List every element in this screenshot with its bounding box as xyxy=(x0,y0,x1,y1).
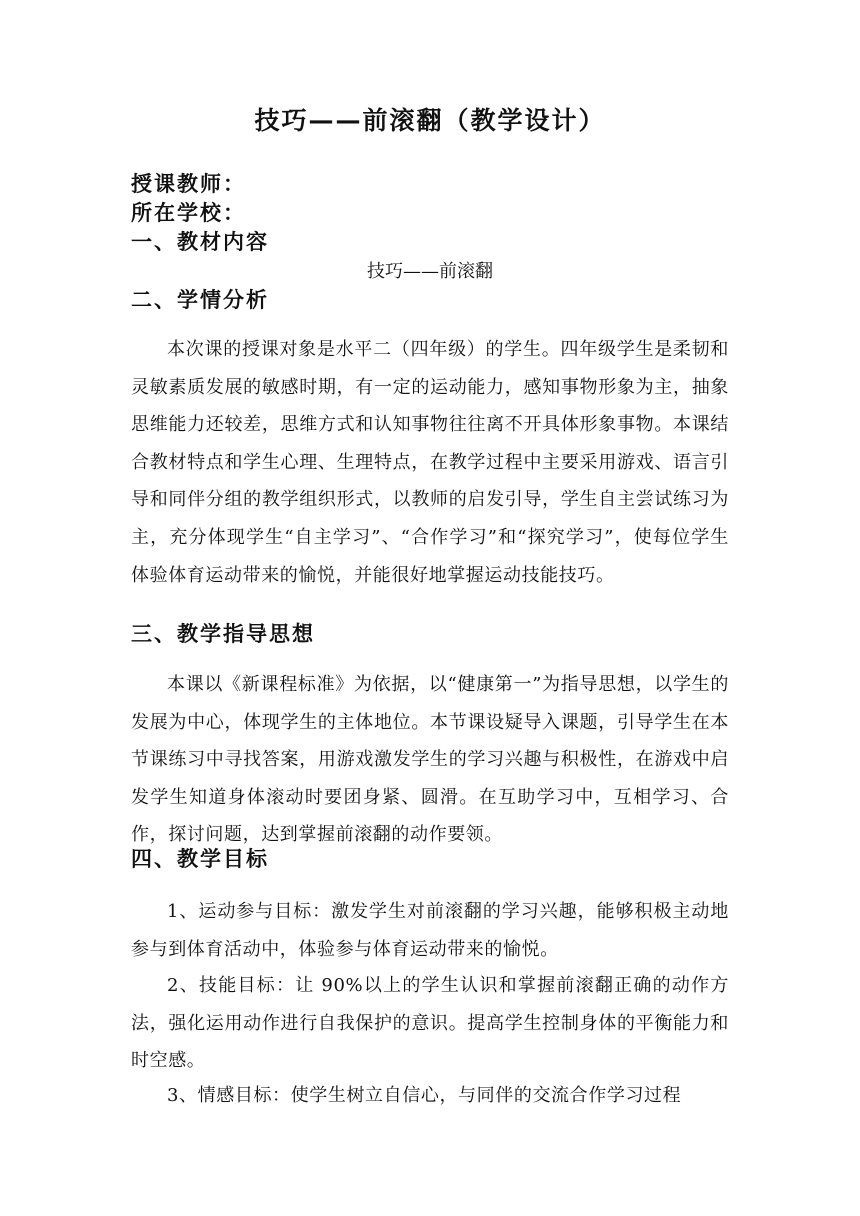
goal-skill: 2、技能目标：让 90%以上的学生认识和掌握前滚翻正确的动作方法，强化运用动作进行自我保护的意识。提高学生控制身体的平衡能力和时空感。 xyxy=(131,975,729,1072)
section-heading-student-analysis: 二、学情分析 xyxy=(131,288,269,312)
teacher-label: 授课教师： xyxy=(131,172,246,196)
guiding-thought-paragraph: 本课以《新课程标准》为依据，以“健康第一”为指导思想，以学生的发展为中心，体现学生的主体地位。本节课设疑导入课题，引导学生在本节课练习中寻找答案，用游戏激发学生的学习兴趣与积极性，在游戏中启发学生知道身体滚动时要团身紧、圆滑。在互助学习中，互相学习、合作，探讨问题，达到掌握前滚翻的动作要领。 xyxy=(131,674,729,846)
school-label: 所在学校： xyxy=(131,201,246,225)
document-title: 技巧——前滚翻（教学设计） xyxy=(254,106,606,135)
section-heading-textbook-content: 一、教材内容 xyxy=(131,230,269,254)
section-heading-teaching-goals: 四、教学目标 xyxy=(131,847,269,871)
student-analysis-paragraph: 本次课的授课对象是水平二（四年级）的学生。四年级学生是柔韧和灵敏素质发展的敏感时期，有一定的运动能力，感知事物形象为主，抽象思维能力还较差，思维方式和认知事物往往离不开具体形象事物。本课结合教材特点和学生心理、生理特点，在教学过程中主要采用游戏、语言引导和同伴分组的教学组织形式，以教师的启发引导，学生自主尝试练习为主，充分体现学生“自主学习”、“合作学习”和“探究学习”，使每位学生体验体育运动带来的愉悦，并能很好地掌握运动技能技巧。 xyxy=(131,339,729,586)
section-heading-guiding-thought: 三、教学指导思想 xyxy=(131,622,315,646)
textbook-content-text: 技巧——前滚翻 xyxy=(367,261,493,282)
goal-participation: 1、运动参与目标：激发学生对前滚翻的学习兴趣，能够积极主动地参与到体育活动中，体验参与体育运动带来的愉悦。 xyxy=(131,901,729,960)
goal-emotion: 3、情感目标：使学生树立自信心，与同伴的交流合作学习过程 xyxy=(167,1085,682,1106)
